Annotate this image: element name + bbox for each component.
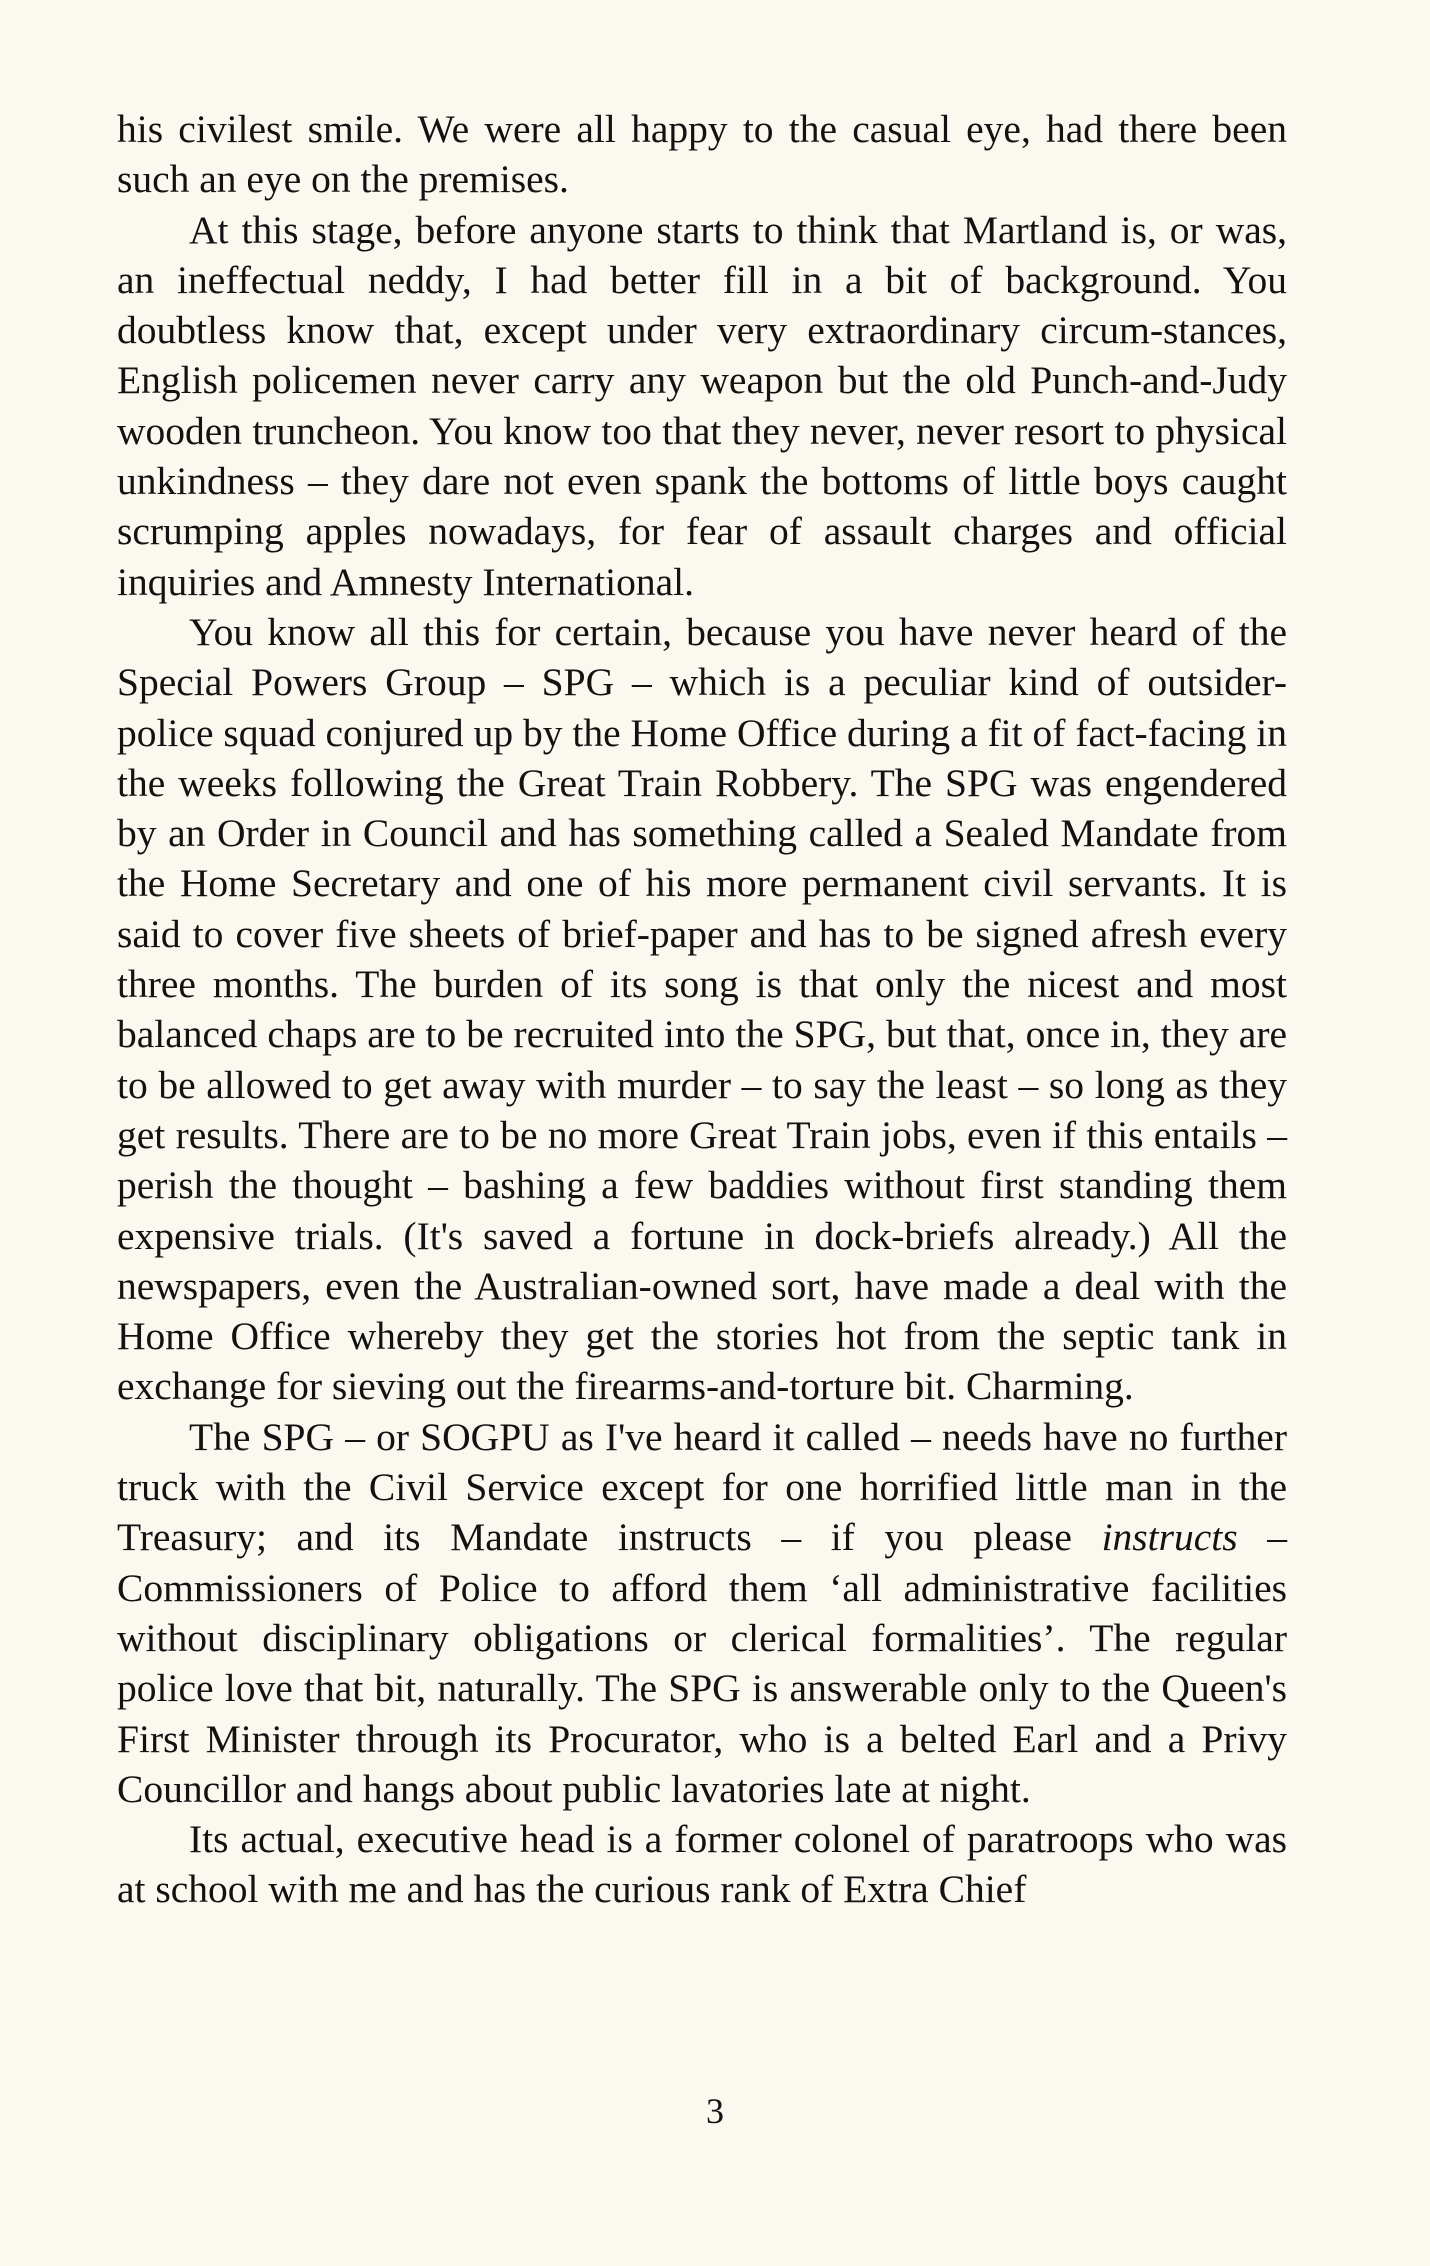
paragraph-4-text-end: – Commissioners of Police to afford them ‘all administrative facilities without disciplinary obligations or clerical formalities’. The regular police love that bit, naturally. The SPG is answerable only to the Queen's First Minister through its Procurator, who is a belted Earl and a Privy Councillor and hangs about public lavatories late at night. [117,1515,1287,1811]
paragraph-4-text-start: The SPG – or SOGPU as I've heard it called – needs have no further truck with the Civil Service except for one horrified little man in the Treasury; and its Mandate instructs – if you please [117,1414,1287,1560]
body-text [117,104,1287,1915]
paragraph-2: At this stage, before anyone starts to think that Martland is, or was, an ineffectual neddy, I had better fill in a bit of background. You doubtless know that, except under very extraordinary circum-stances, English policemen never carry any weapon but the old Punch-and-Judy wooden truncheon. You know too that they never, never resort to physical unkindness – they dare not even spank the bottoms of little boys caught scrumping apples nowadays, for fear of assault charges and official inquiries and Amnesty International. [117,207,1287,604]
paragraph-5: Its actual, executive head is a former colonel of paratroops who was at school with me and has the curious rank of Extra Chief [117,1817,1287,1912]
paragraph-4-emphasis: instructs [1101,1515,1238,1560]
paragraph-3: You know all this for certain, because you have never heard of the Special Powers Group – SPG – which is a peculiar kind of outsider-police squad conjured up by the Home Office during a fit of fact-facing in the weeks following the Great Train Robbery. The SPG was engendered by an Order in Council and has something called a Sealed Mandate from the Home Secretary and one of his more permanent civil servants. It is said to cover five sheets of brief-paper and has to be signed afresh every three months. The burden of its song is that only the nicest and most balanced chaps are to be recruited into the SPG, but that, once in, they are to be allowed to get away with murder – to say the least – so long as they get results. There are to be no more Great Train jobs, even if this entails – perish the thought – bashing a few baddies without first standing them expensive trials. (It's saved a fortune in dock-briefs already.) All the newspapers, even the Australian-owned sort, have made a deal with the Home Office whereby they get the stories hot from the septic tank in exchange for sieving out the firearms-and-torture bit. Charming. [117,609,1287,1409]
page-number: 3 [706,2091,724,2131]
paragraph-1: his civilest smile. We were all happy to the casual eye, had there been such an eye on the premises. [117,107,1287,202]
paragraph-4 [117,1412,1287,1814]
